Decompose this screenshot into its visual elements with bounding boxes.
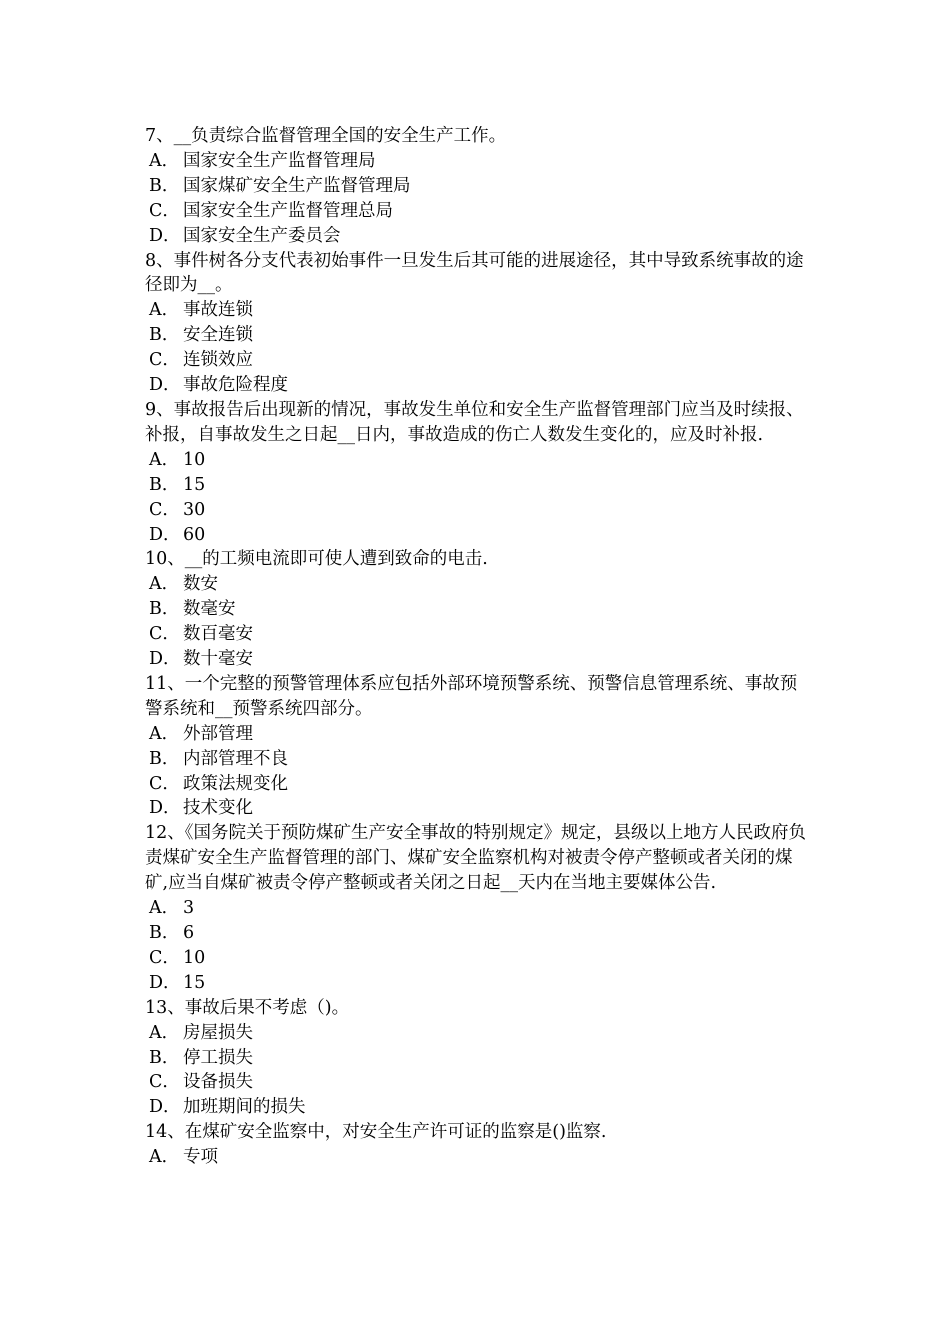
option-text: 设备损失	[183, 1072, 253, 1093]
question-14	[145, 1120, 810, 1170]
option-text: 国家安全生产监督管理总局	[183, 200, 393, 221]
question-text: 7、__负责综合监督管理全国的安全生产工作。	[145, 126, 507, 146]
option-list	[145, 572, 810, 672]
option-c	[145, 199, 810, 224]
option-list	[145, 448, 810, 548]
option-text: 30	[183, 499, 206, 520]
question-text: 10、__的工频电流即可使人遭到致命的电击.	[145, 549, 488, 570]
option-key: D．	[149, 972, 181, 993]
option-text: 国家安全生产监督管理局	[183, 150, 376, 171]
option-a	[145, 572, 810, 597]
option-a	[145, 298, 810, 323]
option-c	[145, 772, 810, 797]
option-key: C．	[149, 773, 180, 794]
option-a	[145, 722, 810, 747]
option-c	[145, 348, 810, 373]
option-list	[145, 722, 810, 822]
option-d	[145, 1095, 810, 1120]
option-key: B．	[149, 923, 180, 943]
option-b	[145, 1046, 810, 1071]
option-text: 10	[183, 947, 206, 968]
option-a	[145, 1145, 810, 1170]
option-text: 技术变化	[183, 798, 253, 819]
option-text: 10	[183, 449, 206, 470]
option-d	[145, 796, 810, 821]
option-list	[145, 1021, 810, 1121]
option-key: A．	[149, 723, 180, 744]
option-key: A．	[149, 150, 180, 171]
option-text: 数毫安	[183, 599, 236, 620]
option-text: 加班期间的损失	[183, 1097, 306, 1118]
question-13	[145, 996, 810, 1121]
option-key: B．	[149, 748, 180, 769]
option-key: A．	[149, 1022, 180, 1043]
option-d	[145, 523, 810, 548]
question-11	[145, 672, 810, 821]
option-key: B．	[149, 474, 180, 495]
option-text: 专项	[183, 1147, 218, 1168]
option-list	[145, 1145, 810, 1170]
option-text: 事故连锁	[183, 300, 253, 321]
option-text: 国家安全生产委员会	[183, 225, 341, 246]
question-list	[145, 124, 810, 1170]
option-key: D．	[149, 225, 181, 246]
option-text: 事故危险程度	[183, 375, 288, 396]
option-text: 停工损失	[183, 1047, 253, 1068]
question-text: 11、一个完整的预警管理体系应包括外部环境预警系统、预警信息管理系统、事故预警系统和__预警系统四部分。	[145, 673, 798, 719]
question-10	[145, 547, 810, 672]
option-text: 政策法规变化	[183, 773, 288, 794]
option-key: D．	[149, 524, 181, 545]
option-c	[145, 498, 810, 523]
option-key: C．	[149, 499, 180, 520]
question-12	[145, 821, 810, 995]
question-7	[145, 124, 810, 249]
option-a	[145, 1021, 810, 1046]
option-key: A．	[149, 574, 180, 595]
option-text: 房屋损失	[183, 1022, 253, 1043]
option-b	[145, 174, 810, 199]
question-text: 14、在煤矿安全监察中，对安全生产许可证的监察是()监察.	[145, 1122, 607, 1143]
option-a	[145, 149, 810, 174]
option-key: B．	[149, 325, 180, 346]
option-text: 15	[183, 474, 206, 495]
option-c	[145, 622, 810, 647]
option-key: B．	[149, 1047, 180, 1068]
option-b	[145, 323, 810, 348]
option-key: A．	[149, 898, 180, 919]
option-text: 数百毫安	[183, 624, 253, 645]
option-text: 数十毫安	[183, 649, 253, 670]
option-b	[145, 747, 810, 772]
option-text: 国家煤矿安全生产监督管理局	[183, 175, 411, 196]
option-text: 6	[183, 923, 195, 943]
option-a	[145, 448, 810, 473]
option-key: C．	[149, 624, 180, 645]
option-key: C．	[149, 1072, 180, 1093]
question-text: 13、事故后果不考虑（)。	[145, 997, 350, 1018]
option-key: B．	[149, 175, 180, 196]
option-key: D．	[149, 375, 181, 396]
option-list	[145, 896, 810, 996]
option-d	[145, 224, 810, 249]
option-text: 连锁效应	[183, 350, 253, 371]
option-key: B．	[149, 599, 180, 620]
option-list	[145, 298, 810, 398]
option-d	[145, 647, 810, 672]
option-c	[145, 946, 810, 971]
option-text: 数安	[183, 574, 218, 595]
option-c	[145, 1070, 810, 1095]
option-key: D．	[149, 1097, 181, 1118]
option-text: 外部管理	[183, 723, 253, 744]
question-8	[145, 249, 810, 398]
option-text: 60	[183, 524, 206, 545]
option-d	[145, 373, 810, 398]
option-b	[145, 473, 810, 498]
option-key: D．	[149, 798, 181, 819]
question-text: 12、《国务院关于预防煤矿生产安全事故的特别规定》规定，县级以上地方人民政府负责煤矿安全生产监督管理的部门、煤矿安全监察机构对被责令停产整顿或者关闭的煤矿,应当自煤矿被责令停产整顿或者关闭之日起__天内在当地主要媒体公告.	[145, 823, 807, 894]
question-text: 8、事件树各分支代表初始事件一旦发生后其可能的进展途径，其中导致系统事故的途径即为__。	[145, 250, 804, 296]
option-text: 安全连锁	[183, 325, 253, 346]
option-b	[145, 921, 810, 946]
option-d	[145, 971, 810, 996]
option-b	[145, 597, 810, 622]
option-a	[145, 896, 810, 921]
option-key: C．	[149, 947, 180, 968]
option-key: A．	[149, 449, 180, 470]
option-text: 15	[183, 972, 206, 993]
question-text: 9、事故报告后出现新的情况，事故发生单位和安全生产监督管理部门应当及时续报、补报，自事故发生之日起__日内，事故造成的伤亡人数发生变化的，应及时补报.	[145, 399, 804, 445]
option-key: C．	[149, 350, 180, 371]
option-list	[145, 149, 810, 249]
option-key: D．	[149, 649, 181, 670]
option-text: 内部管理不良	[183, 748, 288, 769]
option-key: A．	[149, 300, 180, 321]
option-key: C．	[149, 200, 180, 221]
question-9	[145, 398, 810, 547]
option-text: 3	[183, 898, 195, 919]
option-key: A．	[149, 1147, 180, 1168]
